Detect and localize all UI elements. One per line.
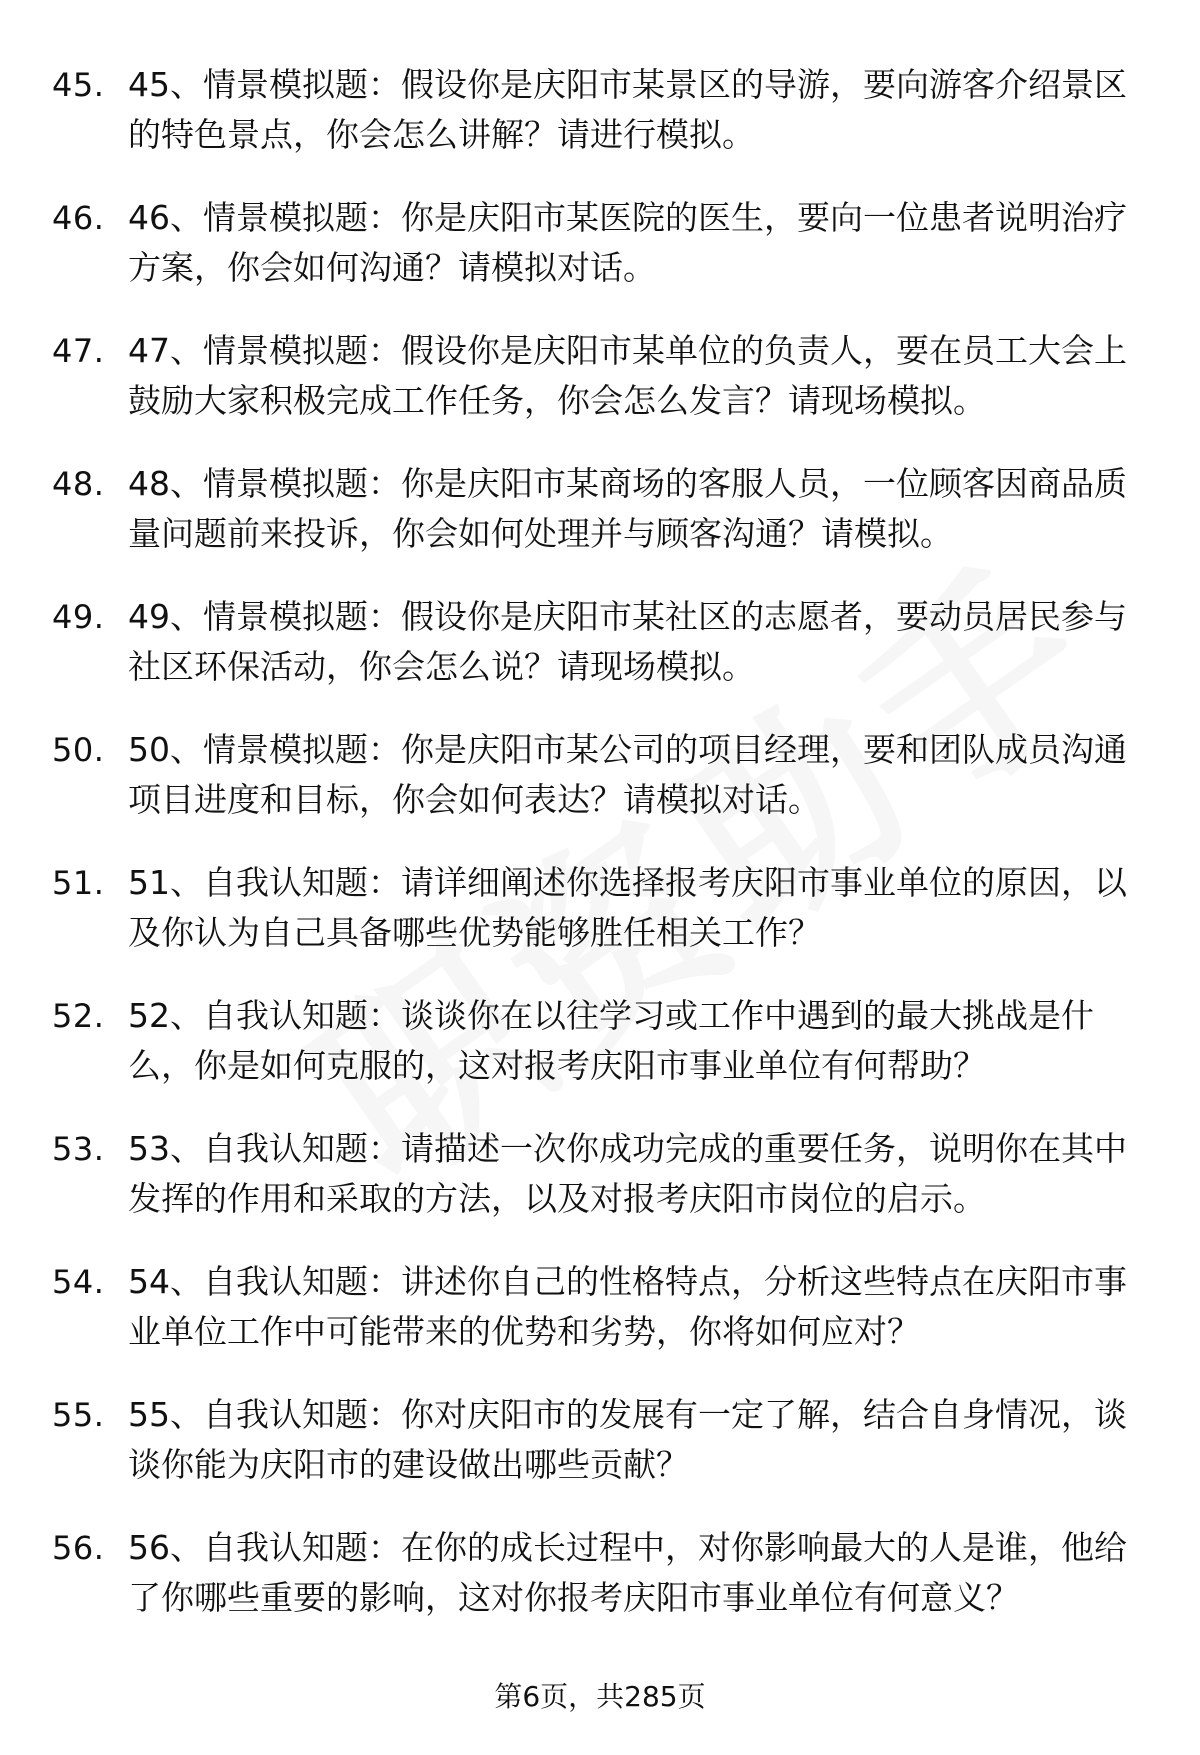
list-item: [0, 725, 1200, 825]
list-item: [0, 592, 1200, 692]
question-number: 45.: [52, 66, 105, 104]
list-item: [0, 858, 1200, 958]
question-text: 56、自我认知题：在你的成长过程中，对你影响最大的人是谁，他给了你哪些重要的影响，这对你报考庆阳市事业单位有何意义？: [128, 1528, 1127, 1617]
question-number: 56.: [52, 1529, 105, 1567]
question-text: 46、情景模拟题：你是庆阳市某医院的医生，要向一位患者说明治疗方案，你会如何沟通？请模拟对话。: [128, 198, 1127, 287]
question-text: 51、自我认知题：请详细阐述你选择报考庆阳市事业单位的原因，以及你认为自己具备哪些优势能够胜任相关工作？: [128, 863, 1127, 952]
question-text: 53、自我认知题：请描述一次你成功完成的重要任务，说明你在其中发挥的作用和采取的方法，以及对报考庆阳市岗位的启示。: [128, 1129, 1127, 1218]
page-footer: 第6页，共285页: [494, 1680, 706, 1713]
question-text: 52、自我认知题：谈谈你在以往学习或工作中遇到的最大挑战是什么，你是如何克服的，这对报考庆阳市事业单位有何帮助？: [128, 996, 1094, 1085]
question-number: 46.: [52, 199, 105, 237]
list-item: [0, 1124, 1200, 1224]
question-number: 53.: [52, 1130, 105, 1168]
list-item: [0, 326, 1200, 426]
question-list: [0, 60, 1200, 1656]
question-number: 50.: [52, 731, 105, 769]
question-number: 55.: [52, 1396, 105, 1434]
question-number: 49.: [52, 598, 105, 636]
question-text: 55、自我认知题：你对庆阳市的发展有一定了解，结合自身情况，谈谈你能为庆阳市的建设做出哪些贡献？: [128, 1395, 1127, 1484]
question-number: 52.: [52, 997, 105, 1035]
question-number: 48.: [52, 465, 105, 503]
list-item: [0, 1523, 1200, 1623]
list-item: [0, 991, 1200, 1091]
question-number: 47.: [52, 332, 105, 370]
question-text: 50、情景模拟题：你是庆阳市某公司的项目经理，要和团队成员沟通项目进度和目标，你会如何表达？请模拟对话。: [128, 730, 1127, 819]
question-text: 45、情景模拟题：假设你是庆阳市某景区的导游，要向游客介绍景区的特色景点，你会怎么讲解？请进行模拟。: [128, 65, 1127, 154]
question-number: 51.: [52, 864, 105, 902]
list-item: [0, 193, 1200, 293]
list-item: [0, 1390, 1200, 1490]
list-item: [0, 1257, 1200, 1357]
list-item: [0, 60, 1200, 160]
question-text: 54、自我认知题：讲述你自己的性格特点，分析这些特点在庆阳市事业单位工作中可能带来的优势和劣势，你将如何应对？: [128, 1262, 1127, 1351]
list-item: [0, 459, 1200, 559]
question-text: 47、情景模拟题：假设你是庆阳市某单位的负责人，要在员工大会上鼓励大家积极完成工作任务，你会怎么发言？请现场模拟。: [128, 331, 1127, 420]
question-text: 48、情景模拟题：你是庆阳市某商场的客服人员，一位顾客因商品质量问题前来投诉，你会如何处理并与顾客沟通？请模拟。: [128, 464, 1127, 553]
question-text: 49、情景模拟题：假设你是庆阳市某社区的志愿者，要动员居民参与社区环保活动，你会怎么说？请现场模拟。: [128, 597, 1127, 686]
question-number: 54.: [52, 1263, 105, 1301]
